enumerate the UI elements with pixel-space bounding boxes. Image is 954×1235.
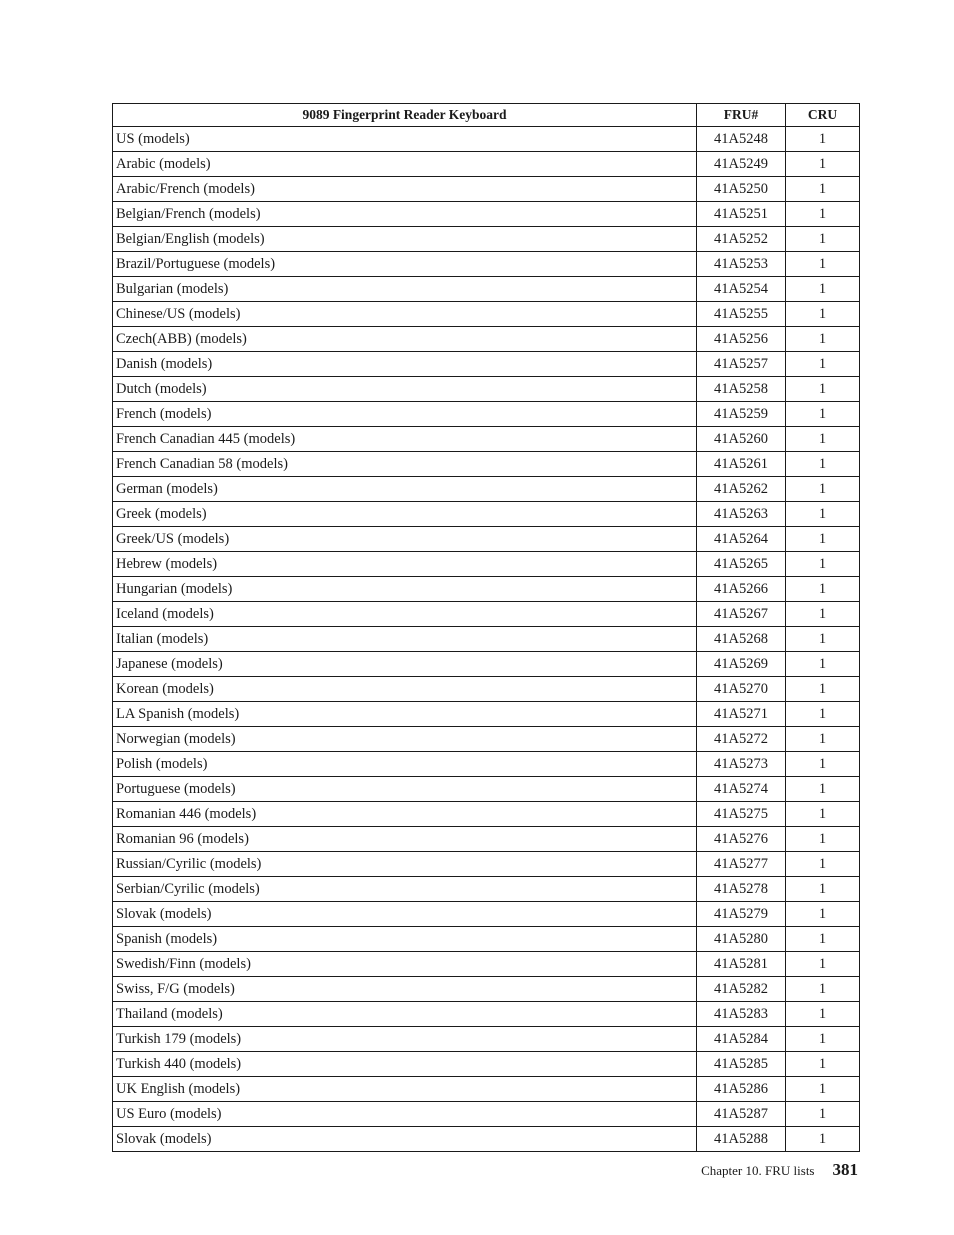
row-fru-number: 41A5266	[697, 577, 786, 602]
row-fru-number: 41A5269	[697, 652, 786, 677]
table-row	[113, 1002, 860, 1027]
row-fru-number: 41A5286	[697, 1077, 786, 1102]
row-description: US Euro (models)	[113, 1102, 697, 1127]
row-cru: 1	[786, 527, 860, 552]
table-row	[113, 527, 860, 552]
row-description: Czech(ABB) (models)	[113, 327, 697, 352]
header-row	[113, 104, 860, 127]
row-fru-number: 41A5274	[697, 777, 786, 802]
row-fru-number: 41A5263	[697, 502, 786, 527]
table-row	[113, 1052, 860, 1077]
row-fru-number: 41A5248	[697, 127, 786, 152]
row-fru-number: 41A5260	[697, 427, 786, 452]
row-description: Romanian 446 (models)	[113, 802, 697, 827]
table-row	[113, 352, 860, 377]
row-fru-number: 41A5287	[697, 1102, 786, 1127]
table-row	[113, 1077, 860, 1102]
table-row	[113, 402, 860, 427]
row-fru-number: 41A5275	[697, 802, 786, 827]
row-fru-number: 41A5255	[697, 302, 786, 327]
table-row	[113, 752, 860, 777]
table-row	[113, 277, 860, 302]
table-row	[113, 802, 860, 827]
row-cru: 1	[786, 252, 860, 277]
row-fru-number: 41A5276	[697, 827, 786, 852]
row-description: French (models)	[113, 402, 697, 427]
table-row	[113, 877, 860, 902]
row-fru-number: 41A5279	[697, 902, 786, 927]
row-description: Arabic (models)	[113, 152, 697, 177]
table-row	[113, 202, 860, 227]
row-cru: 1	[786, 677, 860, 702]
row-fru-number: 41A5250	[697, 177, 786, 202]
row-description: Belgian/English (models)	[113, 227, 697, 252]
table-row	[113, 1027, 860, 1052]
row-fru-number: 41A5282	[697, 977, 786, 1002]
row-cru: 1	[786, 727, 860, 752]
row-fru-number: 41A5277	[697, 852, 786, 877]
row-cru: 1	[786, 127, 860, 152]
row-description: Thailand (models)	[113, 1002, 697, 1027]
table-body	[113, 127, 860, 1152]
table-row	[113, 677, 860, 702]
row-cru: 1	[786, 877, 860, 902]
row-description: Norwegian (models)	[113, 727, 697, 752]
row-description: Hungarian (models)	[113, 577, 697, 602]
table-row	[113, 627, 860, 652]
table-row	[113, 452, 860, 477]
row-cru: 1	[786, 302, 860, 327]
row-fru-number: 41A5254	[697, 277, 786, 302]
row-cru: 1	[786, 802, 860, 827]
row-description: German (models)	[113, 477, 697, 502]
row-fru-number: 41A5270	[697, 677, 786, 702]
row-fru-number: 41A5267	[697, 602, 786, 627]
footer-chapter-title: Chapter 10. FRU lists	[701, 1163, 815, 1178]
row-cru: 1	[786, 177, 860, 202]
row-fru-number: 41A5256	[697, 327, 786, 352]
row-cru: 1	[786, 427, 860, 452]
row-description: Hebrew (models)	[113, 552, 697, 577]
row-cru: 1	[786, 577, 860, 602]
row-description: Romanian 96 (models)	[113, 827, 697, 852]
row-description: Swedish/Finn (models)	[113, 952, 697, 977]
header-description: 9089 Fingerprint Reader Keyboard	[113, 104, 697, 127]
row-fru-number: 41A5278	[697, 877, 786, 902]
row-description: LA Spanish (models)	[113, 702, 697, 727]
row-description: French Canadian 445 (models)	[113, 427, 697, 452]
row-description: Danish (models)	[113, 352, 697, 377]
table-row	[113, 502, 860, 527]
row-fru-number: 41A5262	[697, 477, 786, 502]
row-fru-number: 41A5280	[697, 927, 786, 952]
row-cru: 1	[786, 352, 860, 377]
row-fru-number: 41A5284	[697, 1027, 786, 1052]
row-cru: 1	[786, 452, 860, 477]
row-fru-number: 41A5272	[697, 727, 786, 752]
row-cru: 1	[786, 202, 860, 227]
row-fru-number: 41A5258	[697, 377, 786, 402]
row-description: Iceland (models)	[113, 602, 697, 627]
row-fru-number: 41A5259	[697, 402, 786, 427]
row-cru: 1	[786, 377, 860, 402]
row-description: Chinese/US (models)	[113, 302, 697, 327]
row-fru-number: 41A5257	[697, 352, 786, 377]
row-cru: 1	[786, 1127, 860, 1152]
row-description: Polish (models)	[113, 752, 697, 777]
row-cru: 1	[786, 827, 860, 852]
row-cru: 1	[786, 277, 860, 302]
page-footer	[701, 1160, 858, 1184]
table-row	[113, 127, 860, 152]
row-cru: 1	[786, 652, 860, 677]
row-fru-number: 41A5265	[697, 552, 786, 577]
row-description: Slovak (models)	[113, 1127, 697, 1152]
row-fru-number: 41A5283	[697, 1002, 786, 1027]
row-cru: 1	[786, 852, 860, 877]
table-row	[113, 1127, 860, 1152]
table-row	[113, 477, 860, 502]
row-description: Turkish 179 (models)	[113, 1027, 697, 1052]
row-fru-number: 41A5251	[697, 202, 786, 227]
page-number: 381	[832, 1160, 858, 1179]
row-cru: 1	[786, 502, 860, 527]
table-row	[113, 652, 860, 677]
row-cru: 1	[786, 1077, 860, 1102]
row-description: Arabic/French (models)	[113, 177, 697, 202]
table-row	[113, 902, 860, 927]
row-cru: 1	[786, 702, 860, 727]
table-row	[113, 427, 860, 452]
row-description: Belgian/French (models)	[113, 202, 697, 227]
row-cru: 1	[786, 977, 860, 1002]
table-row	[113, 152, 860, 177]
table-row	[113, 977, 860, 1002]
row-description: French Canadian 58 (models)	[113, 452, 697, 477]
row-cru: 1	[786, 602, 860, 627]
row-cru: 1	[786, 952, 860, 977]
row-description: Russian/Cyrilic (models)	[113, 852, 697, 877]
fru-table	[112, 103, 860, 1152]
row-cru: 1	[786, 327, 860, 352]
header-fru: FRU#	[697, 104, 786, 127]
row-cru: 1	[786, 477, 860, 502]
row-fru-number: 41A5253	[697, 252, 786, 277]
row-cru: 1	[786, 752, 860, 777]
row-fru-number: 41A5249	[697, 152, 786, 177]
table-header	[113, 104, 860, 127]
row-fru-number: 41A5273	[697, 752, 786, 777]
table-row	[113, 952, 860, 977]
row-description: Spanish (models)	[113, 927, 697, 952]
row-cru: 1	[786, 1002, 860, 1027]
table-row	[113, 252, 860, 277]
header-cru: CRU	[786, 104, 860, 127]
table-row	[113, 377, 860, 402]
row-description: Slovak (models)	[113, 902, 697, 927]
table-row	[113, 577, 860, 602]
row-cru: 1	[786, 402, 860, 427]
table-row	[113, 327, 860, 352]
row-description: Serbian/Cyrilic (models)	[113, 877, 697, 902]
table-row	[113, 602, 860, 627]
row-description: Bulgarian (models)	[113, 277, 697, 302]
row-fru-number: 41A5271	[697, 702, 786, 727]
table-row	[113, 702, 860, 727]
row-description: Italian (models)	[113, 627, 697, 652]
row-description: Japanese (models)	[113, 652, 697, 677]
row-cru: 1	[786, 902, 860, 927]
row-description: Greek (models)	[113, 502, 697, 527]
row-fru-number: 41A5285	[697, 1052, 786, 1077]
row-fru-number: 41A5268	[697, 627, 786, 652]
row-description: Portuguese (models)	[113, 777, 697, 802]
table-row	[113, 177, 860, 202]
row-cru: 1	[786, 777, 860, 802]
table-row	[113, 727, 860, 752]
table-row	[113, 927, 860, 952]
row-fru-number: 41A5252	[697, 227, 786, 252]
table-row	[113, 852, 860, 877]
row-cru: 1	[786, 627, 860, 652]
row-fru-number: 41A5261	[697, 452, 786, 477]
table-row	[113, 827, 860, 852]
row-description: Swiss, F/G (models)	[113, 977, 697, 1002]
row-description: UK English (models)	[113, 1077, 697, 1102]
row-description: Korean (models)	[113, 677, 697, 702]
table-row	[113, 552, 860, 577]
row-cru: 1	[786, 227, 860, 252]
row-cru: 1	[786, 927, 860, 952]
table-row	[113, 302, 860, 327]
row-fru-number: 41A5281	[697, 952, 786, 977]
row-description: US (models)	[113, 127, 697, 152]
row-description: Turkish 440 (models)	[113, 1052, 697, 1077]
row-cru: 1	[786, 1027, 860, 1052]
row-cru: 1	[786, 152, 860, 177]
table-row	[113, 227, 860, 252]
table-row	[113, 1102, 860, 1127]
row-description: Greek/US (models)	[113, 527, 697, 552]
row-fru-number: 41A5264	[697, 527, 786, 552]
row-description: Brazil/Portuguese (models)	[113, 252, 697, 277]
row-description: Dutch (models)	[113, 377, 697, 402]
row-cru: 1	[786, 552, 860, 577]
row-fru-number: 41A5288	[697, 1127, 786, 1152]
table-row	[113, 777, 860, 802]
row-cru: 1	[786, 1102, 860, 1127]
row-cru: 1	[786, 1052, 860, 1077]
